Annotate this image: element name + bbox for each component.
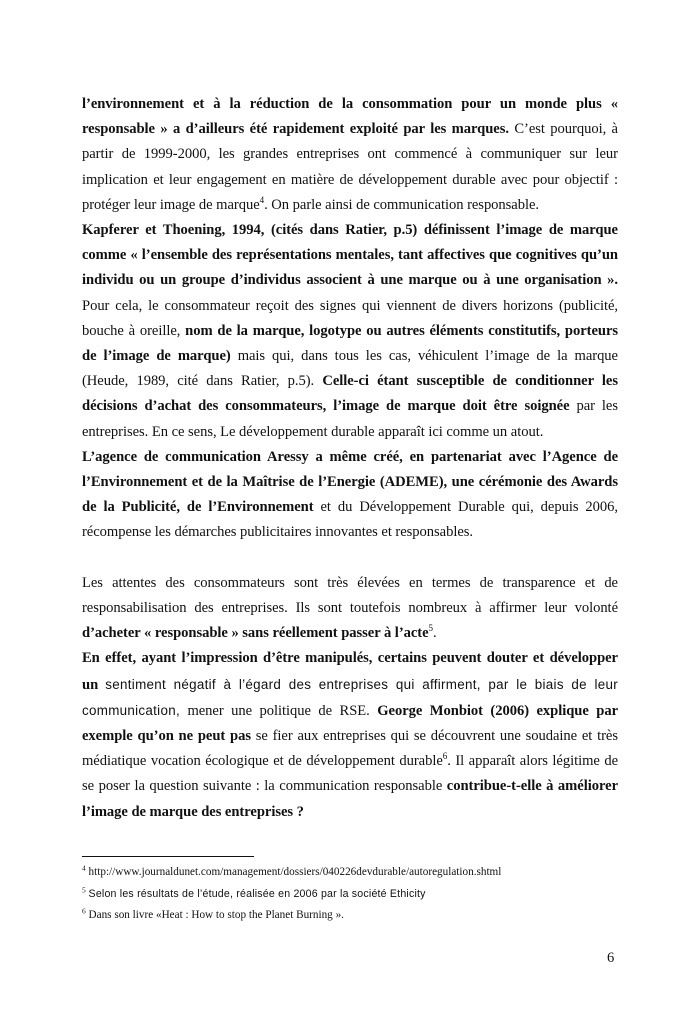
- footnote-5: [82, 884, 642, 906]
- paragraph: [82, 571, 618, 647]
- paragraph: [82, 92, 618, 218]
- paragraph: [82, 646, 618, 824]
- paragraph: [82, 218, 618, 445]
- text-run: se fier aux entreprises qui se découvrent une soudaine et très médiatique vocation écologique et de développement durable: [82, 728, 618, 770]
- footnote-text: Dans son livre «Heat : How to stop the Planet Burning ».: [88, 909, 344, 921]
- footnote-number: 4: [82, 863, 86, 873]
- footnote-number: 6: [82, 906, 86, 916]
- text-run: d’acheter « responsable » sans réellement passer à l’acte: [82, 625, 429, 642]
- footnote-number: 5: [82, 884, 86, 894]
- footnote-ref[interactable]: 6: [442, 751, 448, 762]
- footnote-link[interactable]: http://www.journaldunet.com/management/dossiers/040226devdurable/autoregulation.shtml: [88, 866, 502, 878]
- text-run: sentiment négatif à l’égard des entreprises qui affirment, par le biais de leur communication,: [82, 676, 619, 718]
- footnote-ref[interactable]: 5: [428, 623, 433, 634]
- text-run: . Il apparaît alors légitime de se poser la question suivante : la communication responsable: [82, 753, 618, 795]
- text-run: L’agence de communication Aressy a même créé, en partenariat avec l’Agence de l’Environnement et de la Maîtrise de l’Energie (ADEME), une cérémonie des Awards de la Publicité, de l’Environnement: [82, 448, 618, 516]
- text-run: Pour cela, le consommateur reçoit des signes qui viennent de divers horizons (publicité, bouche à oreille,: [82, 297, 618, 339]
- text-run: Kapferer et Thoening, 1994, (cités dans Ratier, p.5) définissent l’image de marque comme « l’ensemble des représentations mentales, tant affectives que cognitives qu’un individu ou un groupe d’individus associent à une marque ou à une organisation ».: [82, 222, 618, 289]
- paragraph-gap: [82, 546, 618, 571]
- footnote-ref[interactable]: 4: [259, 194, 265, 205]
- text-run: . On parle ainsi de communication responsable.: [264, 196, 540, 213]
- text-run: et du Développement Durable qui, depuis 2006, récompense les démarches publicitaires innovantes et responsables.: [82, 499, 619, 541]
- body-text: [82, 92, 618, 825]
- footnotes: [82, 862, 642, 927]
- text-run: l’environnement et à la réduction de la consommation pour un monde plus « responsable » a d’ailleurs été rapidement exploité par les marques.: [82, 96, 618, 138]
- footnote-6: [82, 905, 642, 927]
- footnote-text: Selon les résultats de l’étude, réalisée en 2006 par la société Ethicity: [88, 887, 426, 900]
- text-run: mener une politique de RSE.: [179, 702, 378, 719]
- text-run: En effet, ayant l’impression d’être manipulés, certains peuvent douter et développer un: [82, 650, 618, 693]
- footnote-separator: [82, 856, 254, 857]
- text-run: Celle-ci étant susceptible de conditionner les décisions d’achat des consommateurs, l’image de marque doit être soignée: [82, 373, 618, 415]
- text-run: Les attentes des consommateurs sont très élevées en termes de transparence et de responsabilisation des entreprises. Ils sont toutefois nombreux à affirmer leur volonté: [82, 574, 618, 617]
- footnote-4: [82, 862, 642, 884]
- text-run: mais qui, dans tous les cas, véhiculent l’image de la marque (Heude, 1989, cité dans Ratier, p.5).: [82, 348, 618, 390]
- text-run: .: [433, 625, 437, 642]
- text-run: George Monbiot (2006) explique par exemple qu’on ne peut pas: [82, 702, 618, 745]
- text-run: nom de la marque, logotype ou autres éléments constitutifs, porteurs de l’image de marque): [82, 322, 618, 365]
- text-run: contribue-t-elle à améliorer l’image de marque des entreprises ?: [82, 778, 618, 820]
- text-run: C’est pourquoi, à partir de 1999-2000, les grandes entreprises ont commencé à communiquer sur leur implication et leur engagement en matière de développement durable avec pour objectif : protéger leur image de marque: [82, 121, 618, 213]
- text-run: par les entreprises. En ce sens, Le développement durable apparaît ici comme un atout.: [82, 398, 618, 440]
- paragraph: [82, 445, 618, 546]
- page-number: 6: [607, 950, 615, 966]
